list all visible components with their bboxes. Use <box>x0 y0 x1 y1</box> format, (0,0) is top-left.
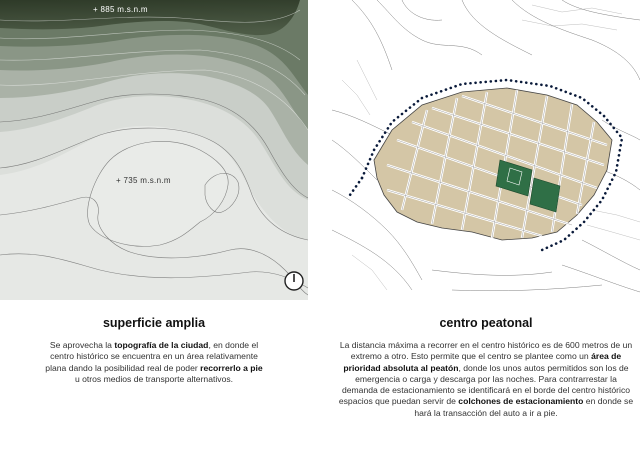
text-run-bold: recorrerlo a pie <box>200 362 263 373</box>
text-run: Se aprovecha la <box>49 340 115 350</box>
text-run: en donde se hará la transacción del auto a ir a pie. <box>414 396 634 418</box>
caption-right <box>332 316 640 419</box>
urban-plan-map <box>332 0 640 300</box>
title-superficie-amplia: superficie amplia <box>102 316 206 330</box>
text-run-bold: colchones de estacionamiento <box>458 396 584 407</box>
text-run-bold: topografía de la ciudad <box>114 340 209 350</box>
topography-svg <box>0 0 308 300</box>
text-run: La distancia máxima a recorrer en el centro histórico es de 600 metros de un extremo a otro. Esto permite que el centro se plantee como un <box>339 340 633 362</box>
title-centro-peatonal: centro peatonal <box>439 316 533 330</box>
text-run-bold: área de prioridad absoluta al peatón <box>343 351 622 373</box>
elevation-label-high: + 885 m.s.n.m <box>93 5 148 14</box>
text-run: , donde los unos autos permitidos son los de emergencia o carga y descarga por las noches. Para contrarrestar la demanda de estacionamiento se identificará en el borde del centro histórico espacios que puedan servir de <box>338 362 631 407</box>
caption-left <box>0 316 308 385</box>
topographic-map <box>0 0 308 300</box>
elevation-label-low: + 735 m.s.n.m <box>116 176 171 185</box>
north-arrow-icon <box>283 270 305 292</box>
urban-plan-svg <box>332 0 640 300</box>
description-right <box>332 340 640 419</box>
description-left <box>0 340 308 385</box>
text-run: u otros medios de transporte alternativos. <box>74 373 234 384</box>
text-run: , en donde el centro histórico se encuentra en un área relativamente plana dando la posibilidad real de poder <box>45 340 259 373</box>
